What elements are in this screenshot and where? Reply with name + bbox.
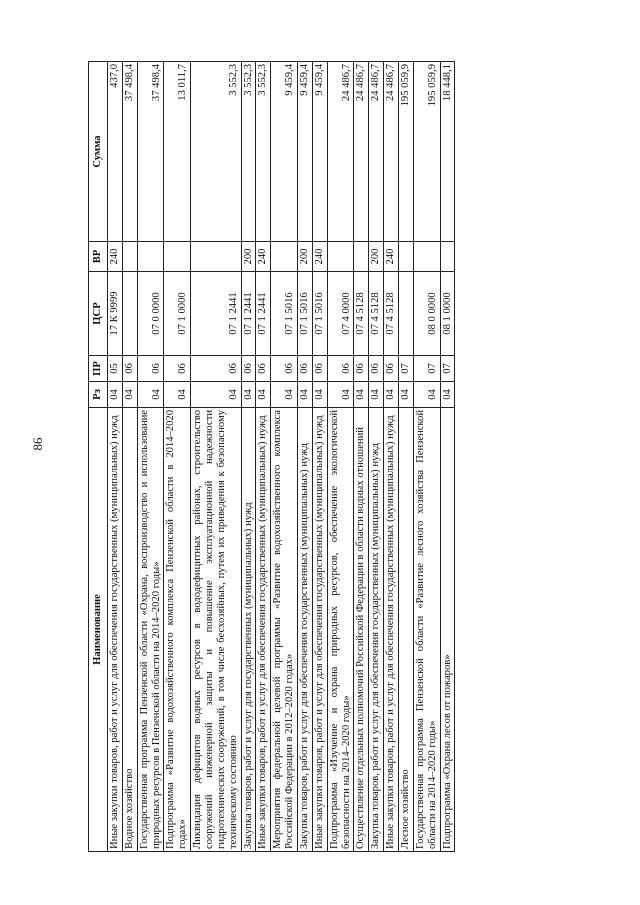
cell-sum: 9 459,4 <box>271 62 298 242</box>
cell-sum: 24 486,7 <box>327 62 354 242</box>
cell-sum: 24 486,7 <box>354 62 369 242</box>
cell-sum: 37 498,4 <box>137 62 164 242</box>
table-row <box>440 62 455 852</box>
header-vr: ВР <box>89 242 108 272</box>
cell-sum: 24 486,7 <box>384 62 399 242</box>
cell-name: Лесное хозяйство <box>399 408 414 852</box>
cell-rz: 04 <box>271 382 298 408</box>
cell-name: Подпрограмма «Развитие водохозяйственного комплекса Пензенской области в 2014–2020 годах» <box>164 408 191 852</box>
rotated-page-content <box>88 62 543 852</box>
cell-vr <box>354 242 369 272</box>
table-row <box>137 62 164 852</box>
cell-csr: 07 4 5128 <box>384 272 399 356</box>
cell-csr: 07 1 5016 <box>312 272 327 356</box>
cell-rz: 04 <box>440 382 455 408</box>
cell-csr: 08 0 0000 <box>413 272 440 356</box>
cell-vr: 240 <box>384 242 399 272</box>
cell-rz: 04 <box>191 382 241 408</box>
table-row <box>256 62 271 852</box>
cell-pr: 06 <box>298 356 313 382</box>
cell-name: Иные закупки товаров, работ и услуг для обеспечения государственных (муниципальных) нужд <box>108 408 123 852</box>
table-row <box>354 62 369 852</box>
cell-csr: 07 1 2441 <box>256 272 271 356</box>
cell-rz: 04 <box>256 382 271 408</box>
cell-vr <box>137 242 164 272</box>
budget-table <box>88 61 455 852</box>
table-row <box>413 62 440 852</box>
cell-vr <box>164 242 191 272</box>
cell-vr: 200 <box>369 242 384 272</box>
cell-pr: 07 <box>413 356 440 382</box>
cell-pr: 06 <box>137 356 164 382</box>
cell-sum: 437,0 <box>108 62 123 242</box>
cell-sum: 195 059,9 <box>413 62 440 242</box>
cell-pr: 06 <box>327 356 354 382</box>
cell-name: Государственная программа Пензенской области «Охрана, воспроизводство и использование природных ресурсов в Пензенской области на 2014–2020 годы» <box>137 408 164 852</box>
cell-sum: 9 459,4 <box>298 62 313 242</box>
cell-pr: 06 <box>312 356 327 382</box>
cell-sum: 3 552,3 <box>191 62 241 242</box>
cell-pr: 06 <box>271 356 298 382</box>
cell-name: Подпрограмма «Охрана лесов от пожаров» <box>440 408 455 852</box>
cell-sum: 18 448,1 <box>440 62 455 242</box>
cell-rz: 04 <box>108 382 123 408</box>
cell-rz: 04 <box>354 382 369 408</box>
cell-csr <box>122 272 137 356</box>
cell-name: Подпрограмма «Изучение и охрана природных ресурсов, обеспечение экологической безопасности на 2014–2020 годы» <box>327 408 354 852</box>
header-rz: Рз <box>89 382 108 408</box>
cell-rz: 04 <box>164 382 191 408</box>
cell-sum: 13 011,7 <box>164 62 191 242</box>
cell-rz: 04 <box>384 382 399 408</box>
cell-sum: 195 059,9 <box>399 62 414 242</box>
table-row <box>298 62 313 852</box>
cell-rz: 04 <box>312 382 327 408</box>
cell-sum: 9 459,4 <box>312 62 327 242</box>
cell-vr: 240 <box>108 242 123 272</box>
cell-rz: 04 <box>413 382 440 408</box>
cell-name: Иные закупки товаров, работ и услуг для обеспечения государственных (муниципальных) нужд <box>384 408 399 852</box>
cell-name: Водное хозяйство <box>122 408 137 852</box>
table-row <box>327 62 354 852</box>
cell-rz: 04 <box>122 382 137 408</box>
cell-vr <box>122 242 137 272</box>
cell-rz: 04 <box>369 382 384 408</box>
cell-pr: 06 <box>384 356 399 382</box>
cell-sum: 3 552,3 <box>256 62 271 242</box>
cell-vr <box>399 242 414 272</box>
cell-pr: 06 <box>354 356 369 382</box>
table-header-row <box>89 62 108 852</box>
cell-name: Иные закупки товаров, работ и услуг для обеспечения государственных (муниципальных) нужд <box>312 408 327 852</box>
cell-csr: 07 1 5016 <box>271 272 298 356</box>
cell-vr <box>327 242 354 272</box>
cell-name: Закупка товаров, работ и услуг для обеспечения государственных (муниципальных) нужд <box>298 408 313 852</box>
cell-vr: 200 <box>241 242 256 272</box>
cell-pr: 07 <box>440 356 455 382</box>
cell-name: Мероприятия федеральной целевой программы «Развитие водохозяйственного комплекса Российской Федерации в 2012–2020 годах» <box>271 408 298 852</box>
cell-pr: 06 <box>122 356 137 382</box>
cell-csr: 07 1 5016 <box>298 272 313 356</box>
cell-csr: 07 1 0000 <box>164 272 191 356</box>
cell-rz: 04 <box>241 382 256 408</box>
cell-csr <box>399 272 414 356</box>
cell-pr: 06 <box>256 356 271 382</box>
header-sum: Сумма <box>89 62 108 242</box>
table-row <box>384 62 399 852</box>
header-name: Наименование <box>89 408 108 852</box>
cell-vr: 200 <box>298 242 313 272</box>
table-row <box>108 62 123 852</box>
cell-pr: 07 <box>399 356 414 382</box>
cell-csr: 08 1 0000 <box>440 272 455 356</box>
table-row <box>164 62 191 852</box>
table-row <box>271 62 298 852</box>
cell-vr <box>271 242 298 272</box>
cell-sum: 3 552,3 <box>241 62 256 242</box>
page-number: 86 <box>30 437 45 451</box>
cell-name: Государственная программа Пензенской области «Развитие лесного хозяйства Пензенской области на 2014–2020 годы» <box>413 408 440 852</box>
cell-vr: 240 <box>312 242 327 272</box>
table-row <box>369 62 384 852</box>
cell-csr: 07 1 2441 <box>191 272 241 356</box>
cell-rz: 04 <box>327 382 354 408</box>
table-row <box>241 62 256 852</box>
cell-vr <box>191 242 241 272</box>
table-row <box>312 62 327 852</box>
table-row <box>191 62 241 852</box>
cell-csr: 07 4 5128 <box>354 272 369 356</box>
table-body <box>108 62 455 852</box>
cell-rz: 04 <box>399 382 414 408</box>
cell-vr <box>440 242 455 272</box>
cell-vr: 240 <box>256 242 271 272</box>
table-row <box>399 62 414 852</box>
cell-csr: 07 4 0000 <box>327 272 354 356</box>
cell-name: Закупка товаров, работ и услуг для обеспечения государственных (муниципальных) нужд <box>369 408 384 852</box>
cell-csr: 17 К 9999 <box>108 272 123 356</box>
cell-rz: 04 <box>137 382 164 408</box>
cell-pr: 06 <box>191 356 241 382</box>
table-row <box>122 62 137 852</box>
cell-vr <box>413 242 440 272</box>
cell-sum: 37 498,4 <box>122 62 137 242</box>
header-csr: ЦСР <box>89 272 108 356</box>
cell-name: Иные закупки товаров, работ и услуг для обеспечения государственных (муниципальных) нужд <box>256 408 271 852</box>
cell-csr: 07 4 5128 <box>369 272 384 356</box>
cell-name: Закупка товаров, работ и услуг для государственных (муниципальных) нужд <box>241 408 256 852</box>
cell-pr: 06 <box>164 356 191 382</box>
header-pr: ПР <box>89 356 108 382</box>
cell-pr: 06 <box>241 356 256 382</box>
cell-csr: 07 1 2441 <box>241 272 256 356</box>
cell-name: Осуществление отдельных полномочий Российской Федерации в области водных отношений <box>354 408 369 852</box>
cell-rz: 04 <box>298 382 313 408</box>
cell-pr: 05 <box>108 356 123 382</box>
cell-name: Ликвидация дефицитов водных ресурсов в вододефицитных районах, строительство сооружений инженерной защиты и повышение эксплуатационной надежности гидротехнических сооружений, в том числе бесхозяйных, путем их приведения к безопасному техническому состоянию <box>191 408 241 852</box>
cell-csr: 07 0 0000 <box>137 272 164 356</box>
cell-sum: 24 486,7 <box>369 62 384 242</box>
cell-pr: 06 <box>369 356 384 382</box>
